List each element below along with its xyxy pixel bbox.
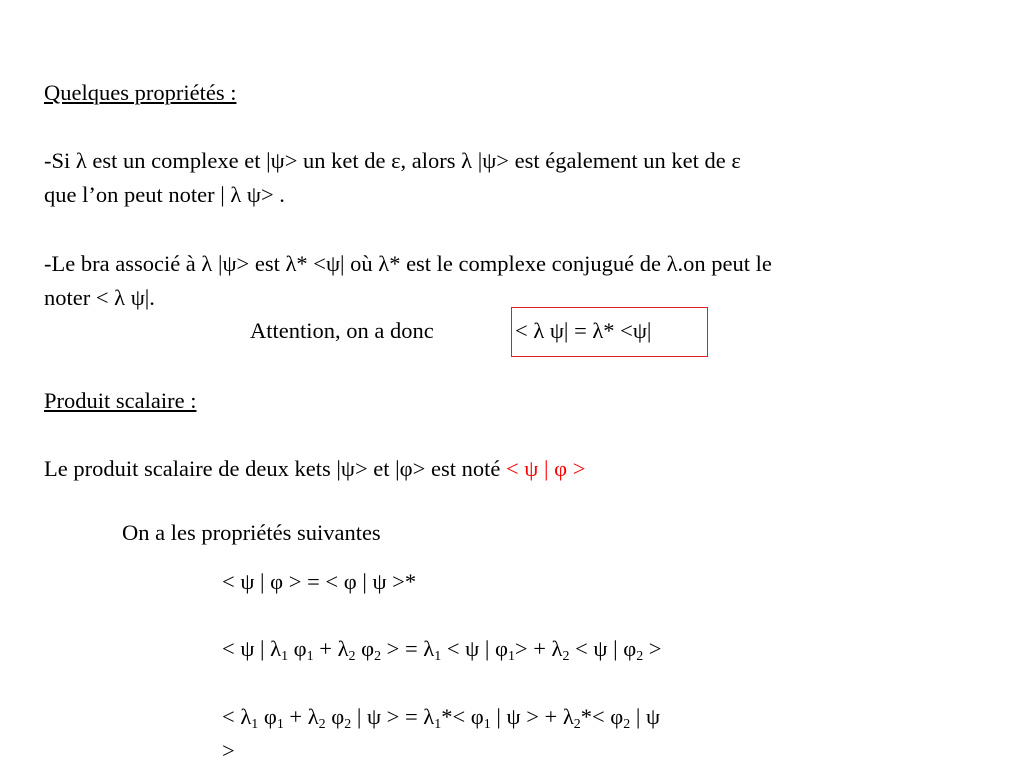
subscript: 2: [344, 716, 352, 732]
property-2-line-1: -Le bra associé à λ |ψ> est λ* <ψ| où λ* est le complexe conjugué de λ.on peut le: [44, 251, 772, 276]
property-hermitian: < ψ | φ > = < φ | ψ >*: [222, 569, 417, 594]
formula-part: < ψ | φ: [569, 636, 637, 661]
formula-part: < ψ | λ: [222, 636, 282, 661]
formula-part: < λ: [222, 704, 252, 729]
property-2-line-2: noter < λ ψ|.: [44, 285, 155, 310]
subscript: 2: [318, 716, 326, 732]
property-1-line-2: que l’on peut noter | λ ψ> .: [44, 182, 285, 207]
scalar-product-sentence: [44, 458, 585, 481]
subscript: 2: [573, 716, 581, 732]
attention-label: Attention, on a donc: [250, 318, 434, 343]
formula-part: + λ: [313, 636, 349, 661]
attention-formula: < λ ψ| = λ* <ψ|: [515, 318, 652, 343]
subscript: 1: [507, 648, 515, 664]
formula-part: φ: [355, 636, 375, 661]
subscript: 2: [623, 716, 631, 732]
property-antilinearity-line-2: >: [222, 738, 235, 763]
formula-part: + λ: [283, 704, 319, 729]
subscript: 1: [281, 648, 289, 664]
heading-quelques-proprietes: Quelques propriétés :: [44, 80, 237, 105]
subscript: 1: [483, 716, 491, 732]
formula-part: | ψ > + λ: [490, 704, 574, 729]
subscript: 2: [374, 648, 382, 664]
subscript: 2: [636, 648, 644, 664]
formula-part: *< φ: [580, 704, 624, 729]
formula-part: > = λ: [381, 636, 435, 661]
scalar-product-notation: < ψ | φ >: [505, 456, 586, 481]
subscript: 2: [562, 648, 570, 664]
subscript: 1: [306, 648, 314, 664]
property-linearity: [222, 636, 662, 664]
formula-part: φ: [288, 636, 307, 661]
formula-part: *< φ: [441, 704, 484, 729]
formula-part: | ψ > = λ: [351, 704, 435, 729]
subscript: 1: [434, 716, 442, 732]
subscript: 1: [251, 716, 259, 732]
scalar-product-text: Le produit scalaire de deux kets |ψ> et |φ> est noté: [44, 456, 501, 481]
property-antilinearity: [222, 704, 661, 732]
heading-produit-scalaire: Produit scalaire :: [44, 388, 197, 413]
formula-part: φ: [325, 704, 345, 729]
formula-part: >: [643, 636, 662, 661]
subscript: 2: [348, 648, 356, 664]
formula-part: > + λ: [514, 636, 563, 661]
properties-intro: On a les propriétés suivantes: [122, 520, 381, 545]
formula-part: | ψ: [630, 704, 661, 729]
property-1-line-1: -Si λ est un complexe et |ψ> un ket de ε, alors λ |ψ> est également un ket de ε: [44, 148, 741, 173]
subscript: 1: [276, 716, 284, 732]
formula-part: < ψ | φ: [441, 636, 508, 661]
formula-part: φ: [258, 704, 277, 729]
subscript: 1: [434, 648, 442, 664]
